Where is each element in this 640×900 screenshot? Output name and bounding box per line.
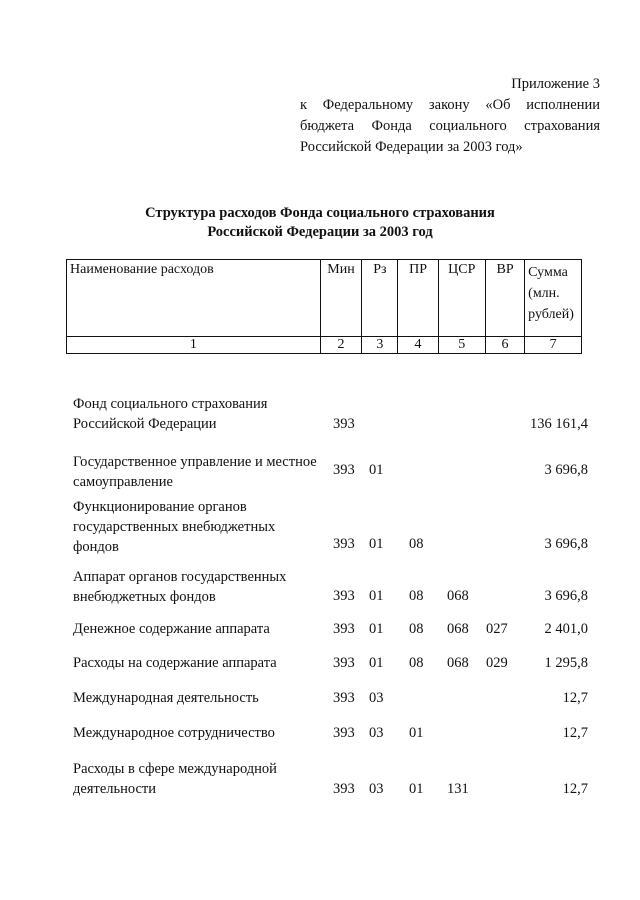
row-rz: 01 [369, 655, 384, 671]
header-sum-line: (млн. [528, 286, 560, 301]
row-amount: 2 401,0 [544, 621, 588, 637]
row-min: 393 [333, 781, 355, 797]
row-name-line: Денежное содержание аппарата [73, 621, 270, 637]
row-name [73, 723, 329, 743]
row-csr: 068 [447, 655, 469, 671]
row-csr: 068 [447, 621, 469, 637]
row-rz: 03 [369, 725, 384, 741]
row-name-line: Международная деятельность [73, 690, 259, 706]
row-name-line: Функционирование органов [73, 499, 247, 515]
column-number: 4 [398, 337, 438, 354]
row-rz: 03 [369, 690, 384, 706]
row-name-line: Аппарат органов государственных [73, 569, 287, 585]
row-name-line: Государственное управление и местное [73, 454, 317, 470]
appendix-line: бюджета Фонда социального страхования [300, 118, 600, 134]
row-pr: 01 [409, 725, 424, 741]
row-rz: 01 [369, 536, 384, 552]
row-amount: 12,7 [562, 781, 588, 797]
row-amount: 12,7 [562, 690, 588, 706]
row-name-line: Расходы в сфере международной [73, 761, 277, 777]
row-amount: 3 696,8 [544, 588, 588, 604]
column-number: 2 [320, 337, 362, 354]
row-min: 393 [333, 416, 355, 432]
row-name-line: Российской Федерации [73, 416, 217, 432]
row-rz: 01 [369, 462, 384, 478]
row-name-line: деятельности [73, 781, 157, 797]
document-title [60, 204, 580, 242]
appendix-line: Российской Федерации за 2003 год» [300, 139, 523, 155]
row-pr: 08 [409, 536, 424, 552]
row-min: 393 [333, 621, 355, 637]
row-name-line: фондов [73, 539, 119, 555]
column-number: 3 [362, 337, 398, 354]
header-sum [525, 260, 582, 337]
row-amount: 1 295,8 [544, 655, 588, 671]
row-name-line: Расходы на содержание аппарата [73, 655, 277, 671]
header-pr: ПР [398, 260, 438, 337]
row-rz: 01 [369, 588, 384, 604]
row-rz: 01 [369, 621, 384, 637]
row-pr: 01 [409, 781, 424, 797]
row-name-line: государственных внебюджетных [73, 519, 276, 535]
header-rz: Рз [362, 260, 398, 337]
row-pr: 08 [409, 588, 424, 604]
row-name-line: внебюджетных фондов [73, 589, 216, 605]
header-row [67, 260, 582, 337]
row-name-line: Фонд социального страхования [73, 396, 268, 412]
row-vr: 029 [486, 655, 508, 671]
header-vr: ВР [485, 260, 524, 337]
row-name [73, 653, 329, 673]
row-name [73, 452, 329, 492]
row-name [73, 619, 329, 639]
column-number: 5 [438, 337, 485, 354]
table-header [66, 259, 582, 354]
row-vr: 027 [486, 621, 508, 637]
column-number: 6 [485, 337, 524, 354]
row-amount: 3 696,8 [544, 462, 588, 478]
row-min: 393 [333, 588, 355, 604]
column-number: 7 [525, 337, 582, 354]
header-name: Наименование расходов [67, 260, 321, 337]
row-min: 393 [333, 690, 355, 706]
row-amount: 136 161,4 [530, 416, 588, 432]
row-min: 393 [333, 725, 355, 741]
row-name [73, 394, 329, 434]
row-name-line: Международное сотрудничество [73, 725, 275, 741]
appendix-block [300, 74, 600, 158]
title-line: Структура расходов Фонда социального страхования [145, 205, 495, 221]
row-amount: 3 696,8 [544, 536, 588, 552]
row-min: 393 [333, 536, 355, 552]
row-csr: 068 [447, 588, 469, 604]
row-min: 393 [333, 462, 355, 478]
column-number-row [67, 337, 582, 354]
column-number: 1 [67, 337, 321, 354]
appendix-number: Приложение 3 [511, 76, 600, 92]
row-amount: 12,7 [562, 725, 588, 741]
row-rz: 03 [369, 781, 384, 797]
row-pr: 08 [409, 655, 424, 671]
row-name [73, 688, 329, 708]
row-pr: 08 [409, 621, 424, 637]
row-name [73, 759, 329, 799]
row-csr: 131 [447, 781, 469, 797]
row-min: 393 [333, 655, 355, 671]
row-name-line: самоуправление [73, 474, 173, 490]
row-name [73, 497, 329, 557]
row-name [73, 567, 329, 607]
header-csr: ЦСР [438, 260, 485, 337]
appendix-line: к Федеральному закону «Об исполнении [300, 97, 600, 113]
header-min: Мин [320, 260, 362, 337]
title-line: Российской Федерации за 2003 год [207, 224, 433, 240]
header-sum-line: рублей) [528, 307, 574, 322]
header-sum-line: Сумма [528, 265, 568, 280]
